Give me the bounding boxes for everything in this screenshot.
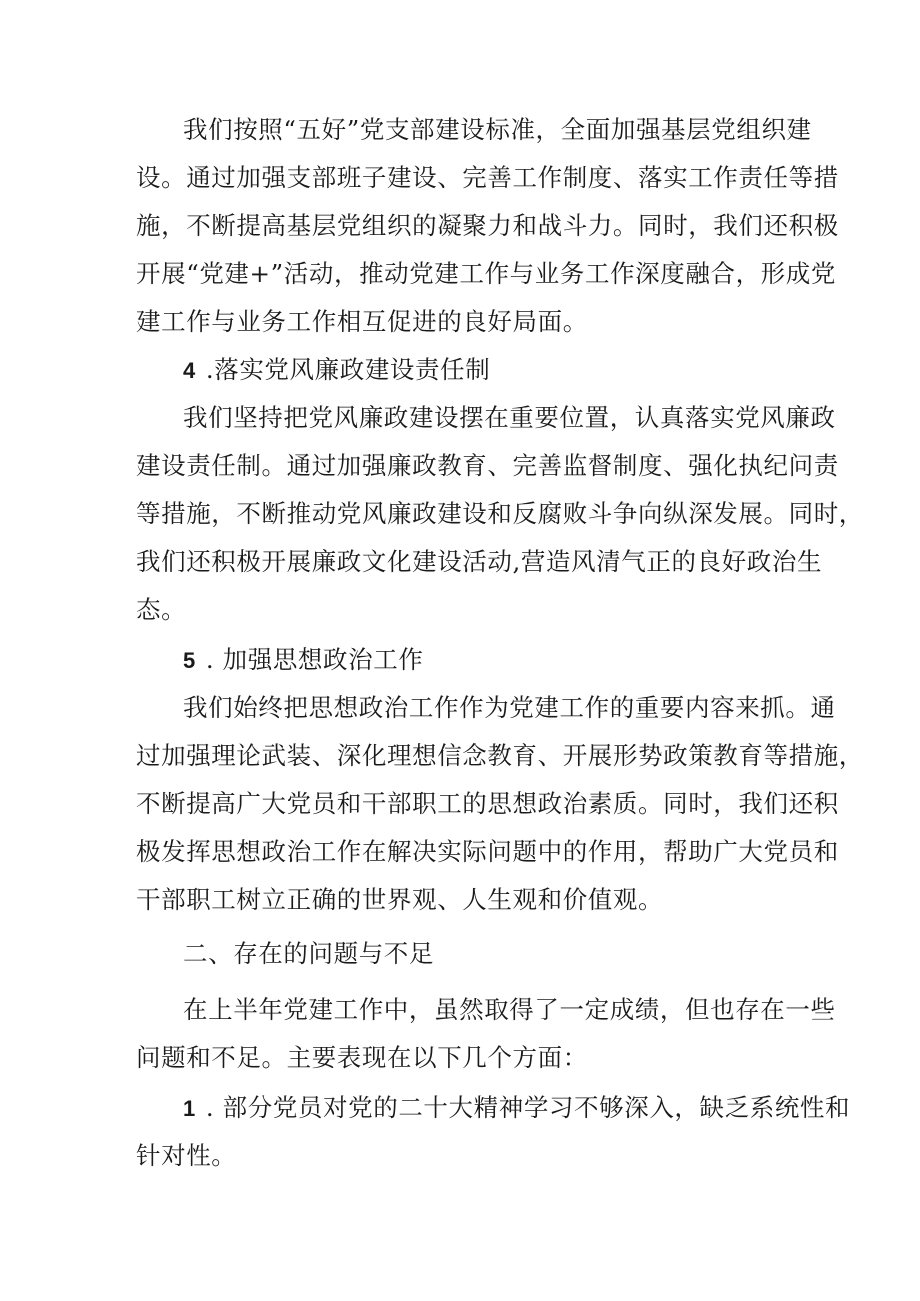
heading-5-number: 5 [183, 648, 196, 673]
paragraph-1-line-2: 设。通过加强支部班子建设、完善工作制度、落实工作责任等措 [136, 163, 839, 192]
paragraph-2-line-2: 建设责任制。通过加强廉政教育、完善监督制度、强化执纪问责 [136, 451, 839, 480]
paragraph-3-line-3: 不断提高广大党员和干部职工的思想政治素质。同时，我们还积 [136, 789, 839, 818]
paragraph-4-line-2: 问题和不足。主要表现在以下几个方面： [136, 1043, 588, 1072]
paragraph-1-line-3: 施，不断提高基层党组织的凝聚力和战斗力。同时，我们还积极 [136, 211, 839, 240]
paragraph-3-line-4: 极发挥思想政治工作在解决实际问题中的作用，帮助广大党员和 [136, 837, 839, 866]
heading-4-number: 4 [183, 358, 196, 383]
item-1-number: 1 [183, 1096, 196, 1121]
heading-4 [183, 355, 491, 384]
paragraph-3-line-5: 干部职工树立正确的世界观、人生观和价值观。 [136, 885, 664, 914]
item-1 [183, 1093, 851, 1122]
paragraph-1-line-5: 建工作与业务工作相互促进的良好局面。 [136, 307, 588, 336]
paragraph-1-line-1: 我们按照“五好”党支部建设标准，全面加强基层党组织建 [183, 115, 812, 144]
paragraph-4-line-1: 在上半年党建工作中，虽然取得了一定成绩，但也存在一些 [183, 995, 836, 1024]
item-1-line-1: . 部分党员对党的二十大精神学习不够深入，缺乏系统性和 [205, 1093, 851, 1122]
heading-5-text: . 加强思想政治工作 [205, 645, 424, 674]
paragraph-2-line-1: 我们坚持把党风廉政建设摆在重要位置，认真落实党风廉政 [183, 403, 836, 432]
paragraph-3-line-1: 我们始终把思想政治工作作为党建工作的重要内容来抓。通 [183, 693, 836, 722]
section-2-heading: 二、存在的问题与不足 [183, 939, 434, 968]
paragraph-1-line-4: 开展“党建+”活动，推动党建工作与业务工作深度融合，形成党 [136, 259, 836, 288]
paragraph-2-line-3: 等措施，不断推动党风廉政建设和反腐败斗争向纵深发展。同时， [136, 499, 864, 528]
item-1-line-2: 针对性。 [136, 1141, 237, 1170]
heading-5 [183, 645, 424, 674]
paragraph-2-line-5: 态。 [136, 595, 187, 624]
paragraph-2-line-4: 我们还积极开展廉政文化建设活动,营造风清气正的良好政治生 [136, 547, 823, 576]
paragraph-3-line-2: 过加强理论武装、深化理想信念教育、开展形势政策教育等措施， [136, 741, 864, 770]
heading-4-text: .落实党风廉政建设责任制 [205, 355, 491, 384]
